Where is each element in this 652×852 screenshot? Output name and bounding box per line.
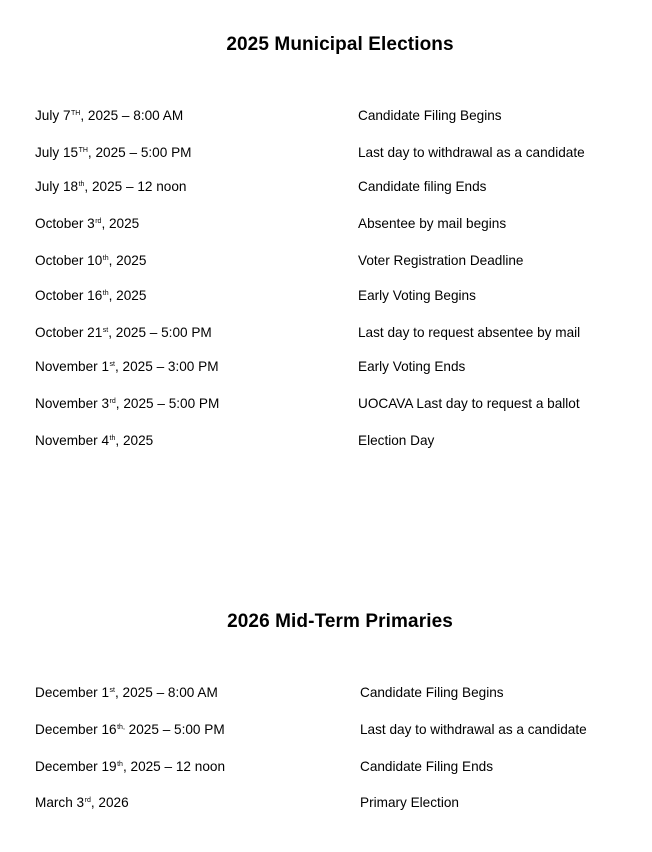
row-date: March 3rd, 2026 xyxy=(35,795,129,810)
row-event: Primary Election xyxy=(360,795,459,810)
row-event: Last day to withdrawal as a candidate xyxy=(360,722,587,737)
row-event: Early Voting Begins xyxy=(358,288,476,303)
schedule-row xyxy=(0,323,652,343)
row-event: Absentee by mail begins xyxy=(358,216,507,231)
row-date: July 18th, 2025 – 12 noon xyxy=(35,179,187,194)
schedule-row xyxy=(0,106,652,126)
row-date: October 3rd, 2025 xyxy=(35,216,140,231)
row-date: October 10th, 2025 xyxy=(35,253,147,268)
schedule-row xyxy=(0,793,652,813)
row-event: Candidate Filing Begins xyxy=(360,685,504,700)
row-date: December 1st, 2025 – 8:00 AM xyxy=(35,685,218,700)
schedule-row xyxy=(0,757,652,777)
row-event: UOCAVA Last day to request a ballot xyxy=(358,396,580,411)
schedule-row xyxy=(0,286,652,306)
row-event: Election Day xyxy=(358,433,435,448)
schedule-row xyxy=(0,177,652,197)
schedule-row xyxy=(0,683,652,703)
row-event: Candidate Filing Begins xyxy=(358,108,502,123)
schedule-row xyxy=(0,357,652,377)
row-event: Last day to withdrawal as a candidate xyxy=(358,145,585,160)
row-date: July 7TH, 2025 – 8:00 AM xyxy=(35,108,184,123)
row-date: December $16^{th,}$ 2025 – 5:00 PM xyxy=(35,722,225,737)
row-date: December 19th, 2025 – 12 noon xyxy=(35,759,225,774)
row-date: October 16th, 2025 xyxy=(35,288,147,303)
schedule-row xyxy=(0,394,652,414)
row-event: Early Voting Ends xyxy=(358,359,466,374)
row-date: July 15TH, 2025 – 5:00 PM xyxy=(35,145,192,160)
row-event: Voter Registration Deadline xyxy=(358,253,524,268)
section-title-primaries: 2026 Mid-Term Primaries xyxy=(227,611,453,632)
schedule-row xyxy=(0,214,652,234)
schedule-row xyxy=(0,143,652,163)
row-date: October 21st, 2025 – 5:00 PM xyxy=(35,325,212,340)
row-date: November 1st, 2025 – 3:00 PM xyxy=(35,359,219,374)
schedule-row xyxy=(0,431,652,451)
schedule-row xyxy=(0,251,652,271)
row-date: November 3rd, 2025 – 5:00 PM xyxy=(35,396,220,411)
row-event: Candidate filing Ends xyxy=(358,179,487,194)
row-event: Last day to request absentee by mail xyxy=(358,325,581,340)
section-title-municipal: 2025 Municipal Elections xyxy=(226,34,454,55)
row-date: November 4th, 2025 xyxy=(35,433,154,448)
row-event: Candidate Filing Ends xyxy=(360,759,493,774)
schedule-row xyxy=(0,720,652,740)
